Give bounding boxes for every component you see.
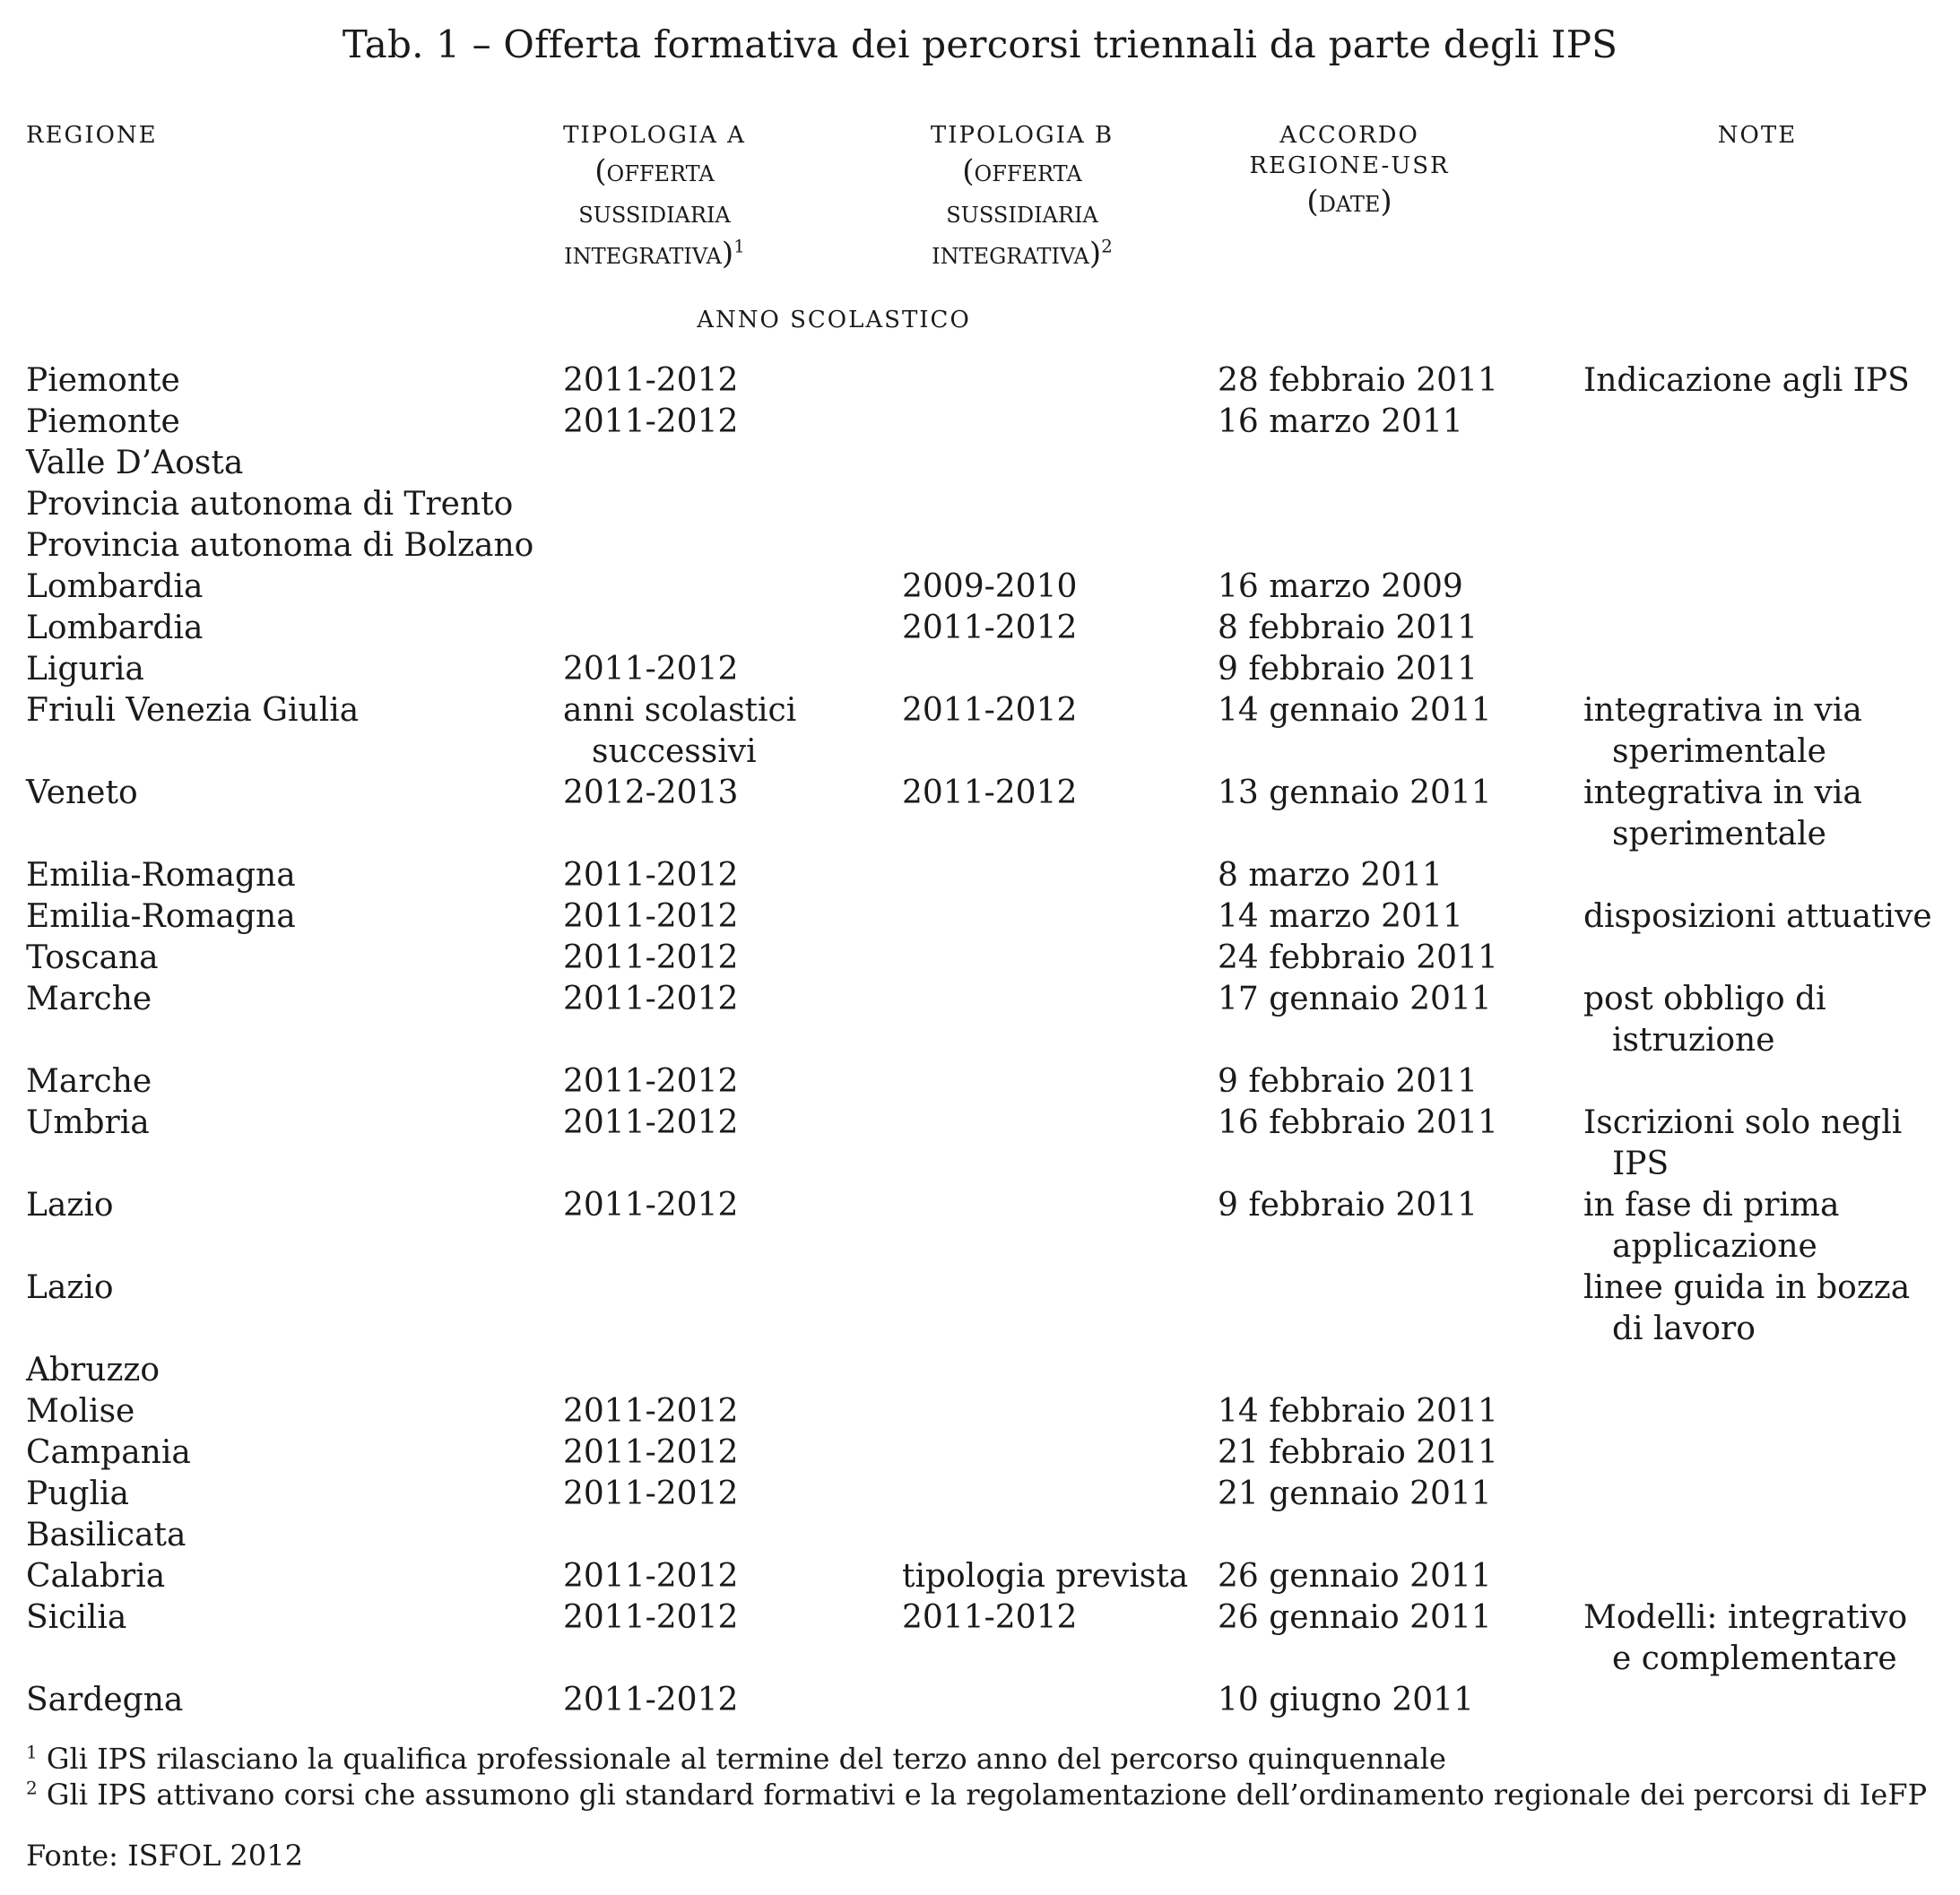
table-row: [0, 567, 1960, 608]
cell-regione-text: Friuli Venezia Giulia: [26, 692, 360, 729]
cell-regione-text: Provincia autonoma di Bolzano: [26, 527, 534, 564]
cell-tipologia-b-line: 2011-2012: [902, 692, 1078, 729]
cell-note-line: di lavoro: [1612, 1311, 1756, 1347]
cell-accordo: [1218, 855, 1443, 896]
cell-tipologia-a: [563, 773, 738, 814]
cell-tipologia-a-line: 2011-2012: [563, 403, 739, 440]
cell-accordo-text: 17 gennaio 2011: [1218, 981, 1492, 1017]
cell-note-line: Modelli: integrativo: [1583, 1599, 1908, 1636]
cell-tipologia-a-line: 2011-2012: [563, 857, 739, 894]
header-tipologia-a: [529, 120, 780, 274]
footnotes: [26, 1741, 1927, 1813]
cell-tipologia-a-line: 2011-2012: [563, 651, 739, 688]
header-regione: REGIONE: [26, 122, 158, 149]
cell-accordo-text: 21 gennaio 2011: [1218, 1475, 1492, 1512]
table-row: [0, 979, 1960, 1061]
table-row: [0, 360, 1960, 402]
cell-regione: [26, 649, 144, 690]
table-title: Tab. 1 – Offerta formativa dei percorsi triennali da parte degli IPS: [342, 22, 1618, 66]
cell-note-line: IPS: [1612, 1146, 1669, 1182]
cell-note: [1583, 1597, 1951, 1680]
table-row: [0, 484, 1960, 525]
footnote-1-ref: 1: [26, 1741, 38, 1763]
cell-accordo: [1218, 1432, 1498, 1474]
cell-accordo-text: 9 febbraio 2011: [1218, 1063, 1478, 1100]
cell-regione: [26, 525, 533, 567]
header-tipologia-b-line3: [897, 233, 1148, 274]
table-row: [0, 649, 1960, 690]
cell-note: [1583, 896, 1951, 938]
cell-regione-text: Emilia-Romagna: [26, 898, 296, 935]
cell-accordo-text: 16 marzo 2009: [1218, 568, 1463, 605]
cell-note-line: post obbligo di: [1583, 981, 1826, 1017]
header-accordo-line3: (date): [1306, 184, 1392, 220]
cell-regione: [26, 1103, 150, 1144]
table-row: [0, 608, 1960, 649]
cell-regione: [26, 896, 296, 938]
cell-accordo-text: 26 gennaio 2011: [1218, 1558, 1492, 1595]
cell-accordo-text: 14 febbraio 2011: [1218, 1393, 1498, 1430]
cell-accordo-text: 9 febbraio 2011: [1218, 651, 1478, 688]
cell-accordo: [1218, 1185, 1478, 1226]
table-row: [0, 855, 1960, 896]
cell-regione: [26, 1474, 129, 1515]
header-tipologia-a-line2: sussidiaria: [578, 195, 731, 230]
table-row: [0, 1185, 1960, 1268]
cell-accordo: [1218, 649, 1478, 690]
cell-tipologia-a: [563, 979, 738, 1020]
table-row: [0, 1268, 1960, 1350]
cell-note: [1583, 690, 1951, 773]
cell-accordo: [1218, 979, 1492, 1020]
cell-note-line: sperimentale: [1612, 816, 1826, 852]
cell-accordo-text: 16 febbraio 2011: [1218, 1104, 1498, 1141]
cell-regione: [26, 1061, 152, 1103]
cell-regione-text: Valle D’Aosta: [26, 445, 244, 481]
cell-accordo: [1218, 1391, 1498, 1432]
cell-regione: [26, 1556, 165, 1597]
cell-tipologia-a-line: 2011-2012: [563, 1434, 739, 1471]
cell-accordo-text: 26 gennaio 2011: [1218, 1599, 1492, 1636]
table-row: [0, 938, 1960, 979]
header-tipologia-a-label: TIPOLOGIA A: [563, 122, 746, 149]
header-accordo: [1219, 120, 1479, 222]
table-body: [0, 360, 1960, 1721]
cell-regione: [26, 1680, 183, 1721]
cell-note-line: e complementare: [1612, 1640, 1897, 1677]
cell-regione-text: Sardegna: [26, 1682, 184, 1718]
header-accordo-line2: REGIONE-USR: [1249, 152, 1450, 179]
cell-note-line: disposizioni attuative: [1583, 898, 1932, 935]
cell-regione: [26, 979, 152, 1020]
cell-tipologia-a: [563, 938, 738, 979]
cell-accordo: [1218, 690, 1492, 731]
cell-tipologia-a-line: 2011-2012: [563, 362, 739, 399]
cell-note-line: Indicazione agli IPS: [1583, 362, 1910, 399]
cell-tipologia-a: [563, 1391, 738, 1432]
cell-accordo: [1218, 567, 1463, 608]
table-row: [0, 1432, 1960, 1474]
table-row: [0, 1680, 1960, 1721]
table-row: [0, 1391, 1960, 1432]
cell-regione-text: Lombardia: [26, 610, 204, 646]
footnote-ref-1: 1: [733, 235, 745, 257]
cell-note-line: in fase di prima: [1583, 1187, 1840, 1224]
footnote-ref-2: 2: [1101, 235, 1113, 257]
cell-regione-text: Provincia autonoma di Trento: [26, 486, 514, 523]
cell-accordo-text: 13 gennaio 2011: [1218, 774, 1492, 811]
cell-accordo: [1218, 1680, 1474, 1721]
footnote-2: [26, 1777, 1927, 1813]
cell-note: [1583, 979, 1951, 1061]
cell-tipologia-a: [563, 649, 738, 690]
table-row: [0, 1515, 1960, 1556]
cell-tipologia-a-line: anni scolastici: [563, 692, 797, 729]
cell-tipologia-b-line: 2011-2012: [902, 1599, 1078, 1636]
table-row: [0, 1556, 1960, 1597]
cell-regione: [26, 1268, 114, 1309]
header-tipologia-b-line2: sussidiaria: [946, 195, 1098, 230]
cell-tipologia-b-line: 2011-2012: [902, 610, 1078, 646]
cell-note-line: Iscrizioni solo negli: [1583, 1104, 1903, 1141]
cell-accordo-text: 9 febbraio 2011: [1218, 1187, 1478, 1224]
cell-regione: [26, 855, 296, 896]
cell-tipologia-a: [563, 1061, 738, 1103]
cell-accordo-text: 28 febbraio 2011: [1218, 362, 1498, 399]
cell-regione-text: Abruzzo: [26, 1352, 160, 1389]
cell-regione-text: Calabria: [26, 1558, 166, 1595]
footnote-1-text: Gli IPS rilasciano la qualifica professionale al termine del terzo anno del percorso quinquennale: [46, 1742, 1446, 1776]
cell-regione-text: Veneto: [26, 774, 138, 811]
cell-tipologia-a-line: 2011-2012: [563, 1187, 739, 1224]
cell-regione-text: Lazio: [26, 1269, 114, 1306]
cell-regione-text: Marche: [26, 1063, 152, 1100]
cell-accordo: [1218, 1597, 1492, 1639]
cell-tipologia-a-line: 2011-2012: [563, 1558, 739, 1595]
cell-tipologia-a-line: 2012-2013: [563, 774, 739, 811]
cell-tipologia-a: [563, 1185, 738, 1226]
cell-regione: [26, 567, 203, 608]
cell-accordo-text: 24 febbraio 2011: [1218, 939, 1498, 976]
cell-accordo: [1218, 1474, 1492, 1515]
cell-regione: [26, 1597, 126, 1639]
cell-regione: [26, 608, 203, 649]
cell-accordo-text: 21 febbraio 2011: [1218, 1434, 1498, 1471]
cell-tipologia-a: [563, 896, 738, 938]
cell-note-line: integrativa in via: [1583, 692, 1862, 729]
cell-accordo-text: 14 gennaio 2011: [1218, 692, 1492, 729]
cell-note-line: applicazione: [1612, 1228, 1817, 1265]
table-row: [0, 1474, 1960, 1515]
header-tipologia-b-line1: (offerta: [962, 153, 1082, 189]
cell-tipologia-a: [563, 1597, 738, 1639]
cell-tipologia-b-line: 2011-2012: [902, 774, 1078, 811]
cell-regione-text: Lombardia: [26, 568, 204, 605]
cell-regione-text: Toscana: [26, 939, 159, 976]
cell-regione: [26, 402, 180, 443]
table-row: [0, 525, 1960, 567]
cell-regione: [26, 1350, 160, 1391]
cell-regione-text: Basilicata: [26, 1517, 186, 1553]
table-row: [0, 1103, 1960, 1185]
cell-tipologia-b: [902, 567, 1077, 608]
cell-accordo: [1218, 1556, 1492, 1597]
cell-regione-text: Molise: [26, 1393, 135, 1430]
cell-tipologia-a: [563, 1474, 738, 1515]
cell-regione-text: Lazio: [26, 1187, 114, 1224]
cell-regione: [26, 690, 359, 731]
cell-tipologia-a: [563, 855, 738, 896]
table-row: [0, 402, 1960, 443]
cell-tipologia-a-line: 2011-2012: [563, 898, 739, 935]
cell-tipologia-a-line: 2011-2012: [563, 1475, 739, 1512]
cell-tipologia-b-line: 2009-2010: [902, 568, 1078, 605]
cell-note-line: integrativa in via: [1583, 774, 1862, 811]
cell-accordo: [1218, 773, 1492, 814]
header-note: NOTE: [1717, 122, 1798, 149]
cell-tipologia-a: [563, 1680, 738, 1721]
cell-tipologia-a-line: 2011-2012: [563, 1063, 739, 1100]
table-row: [0, 896, 1960, 938]
cell-regione: [26, 443, 243, 484]
cell-accordo-text: 10 giugno 2011: [1218, 1682, 1474, 1718]
cell-tipologia-b: [902, 608, 1077, 649]
cell-regione: [26, 484, 513, 525]
cell-note-line: sperimentale: [1612, 733, 1826, 770]
cell-accordo: [1218, 402, 1463, 443]
cell-accordo: [1218, 360, 1498, 402]
cell-regione: [26, 360, 180, 402]
footnote-2-text: Gli IPS attivano corsi che assumono gli standard formativi e la regolamentazione dell’ordinamento regionale dei percorsi di IeFP: [46, 1778, 1928, 1812]
cell-regione-text: Umbria: [26, 1104, 150, 1141]
cell-accordo: [1218, 1103, 1498, 1144]
subheader-anno-scolastico: ANNO SCOLASTICO: [697, 307, 971, 333]
footnote-2-ref: 2: [26, 1777, 38, 1799]
cell-tipologia-a: [563, 690, 796, 773]
cell-accordo: [1218, 608, 1478, 649]
cell-regione-text: Emilia-Romagna: [26, 857, 296, 894]
cell-regione-text: Liguria: [26, 651, 144, 688]
cell-accordo: [1218, 896, 1463, 938]
header-tipologia-a-line3: [529, 233, 780, 274]
table-row: [0, 1350, 1960, 1391]
cell-regione: [26, 1391, 134, 1432]
source-note: Fonte: ISFOL 2012: [26, 1839, 303, 1873]
cell-regione-text: Piemonte: [26, 403, 180, 440]
table-row: [0, 443, 1960, 484]
cell-tipologia-b-line: tipologia prevista: [902, 1558, 1189, 1595]
footnote-1: [26, 1741, 1927, 1777]
cell-note-line: linee guida in bozza: [1583, 1269, 1911, 1306]
cell-regione: [26, 1432, 191, 1474]
cell-regione-text: Campania: [26, 1434, 191, 1471]
cell-accordo: [1218, 938, 1498, 979]
cell-tipologia-a-line: successivi: [592, 733, 757, 770]
cell-tipologia-b: [902, 690, 1077, 731]
cell-tipologia-a-line: 2011-2012: [563, 1393, 739, 1430]
cell-tipologia-b: [902, 1556, 1188, 1597]
cell-note: [1583, 1185, 1951, 1268]
cell-note: [1583, 360, 1951, 402]
cell-accordo-text: 8 febbraio 2011: [1218, 610, 1478, 646]
table-row: [0, 773, 1960, 855]
cell-regione-text: Marche: [26, 981, 152, 1017]
header-tipologia-a-line1: (offerta: [594, 153, 715, 189]
cell-regione: [26, 1185, 114, 1226]
cell-tipologia-a-line: 2011-2012: [563, 1599, 739, 1636]
cell-accordo: [1218, 1061, 1478, 1103]
cell-regione-text: Sicilia: [26, 1599, 127, 1636]
table-row: [0, 1597, 1960, 1680]
header-tipologia-b: [897, 120, 1148, 274]
cell-tipologia-a: [563, 1103, 738, 1144]
cell-tipologia-a: [563, 402, 738, 443]
header-accordo-line1: ACCORDO: [1279, 122, 1419, 149]
cell-tipologia-a-line: 2011-2012: [563, 1682, 739, 1718]
cell-tipologia-a: [563, 1432, 738, 1474]
table-row: [0, 1061, 1960, 1103]
cell-note-line: istruzione: [1612, 1022, 1775, 1059]
cell-regione: [26, 773, 138, 814]
cell-regione-text: Piemonte: [26, 362, 180, 399]
cell-regione: [26, 938, 159, 979]
header-tipologia-b-label: TIPOLOGIA B: [930, 122, 1114, 149]
cell-tipologia-b: [902, 1597, 1077, 1639]
cell-tipologia-a-line: 2011-2012: [563, 981, 739, 1017]
cell-tipologia-a-line: 2011-2012: [563, 1104, 739, 1141]
header-tipologia-b-line3-text: integrativa): [932, 236, 1102, 272]
cell-regione: [26, 1515, 186, 1556]
cell-note: [1583, 773, 1951, 855]
table-row: [0, 690, 1960, 773]
cell-note: [1583, 1268, 1951, 1350]
cell-tipologia-a-line: 2011-2012: [563, 939, 739, 976]
cell-accordo-text: 14 marzo 2011: [1218, 898, 1463, 935]
cell-tipologia-b: [902, 773, 1077, 814]
cell-accordo-text: 8 marzo 2011: [1218, 857, 1443, 894]
cell-accordo-text: 16 marzo 2011: [1218, 403, 1463, 440]
cell-tipologia-a: [563, 1556, 738, 1597]
header-tipologia-a-line3-text: integrativa): [564, 236, 734, 272]
cell-note: [1583, 1103, 1951, 1185]
cell-regione-text: Puglia: [26, 1475, 129, 1512]
cell-tipologia-a: [563, 360, 738, 402]
